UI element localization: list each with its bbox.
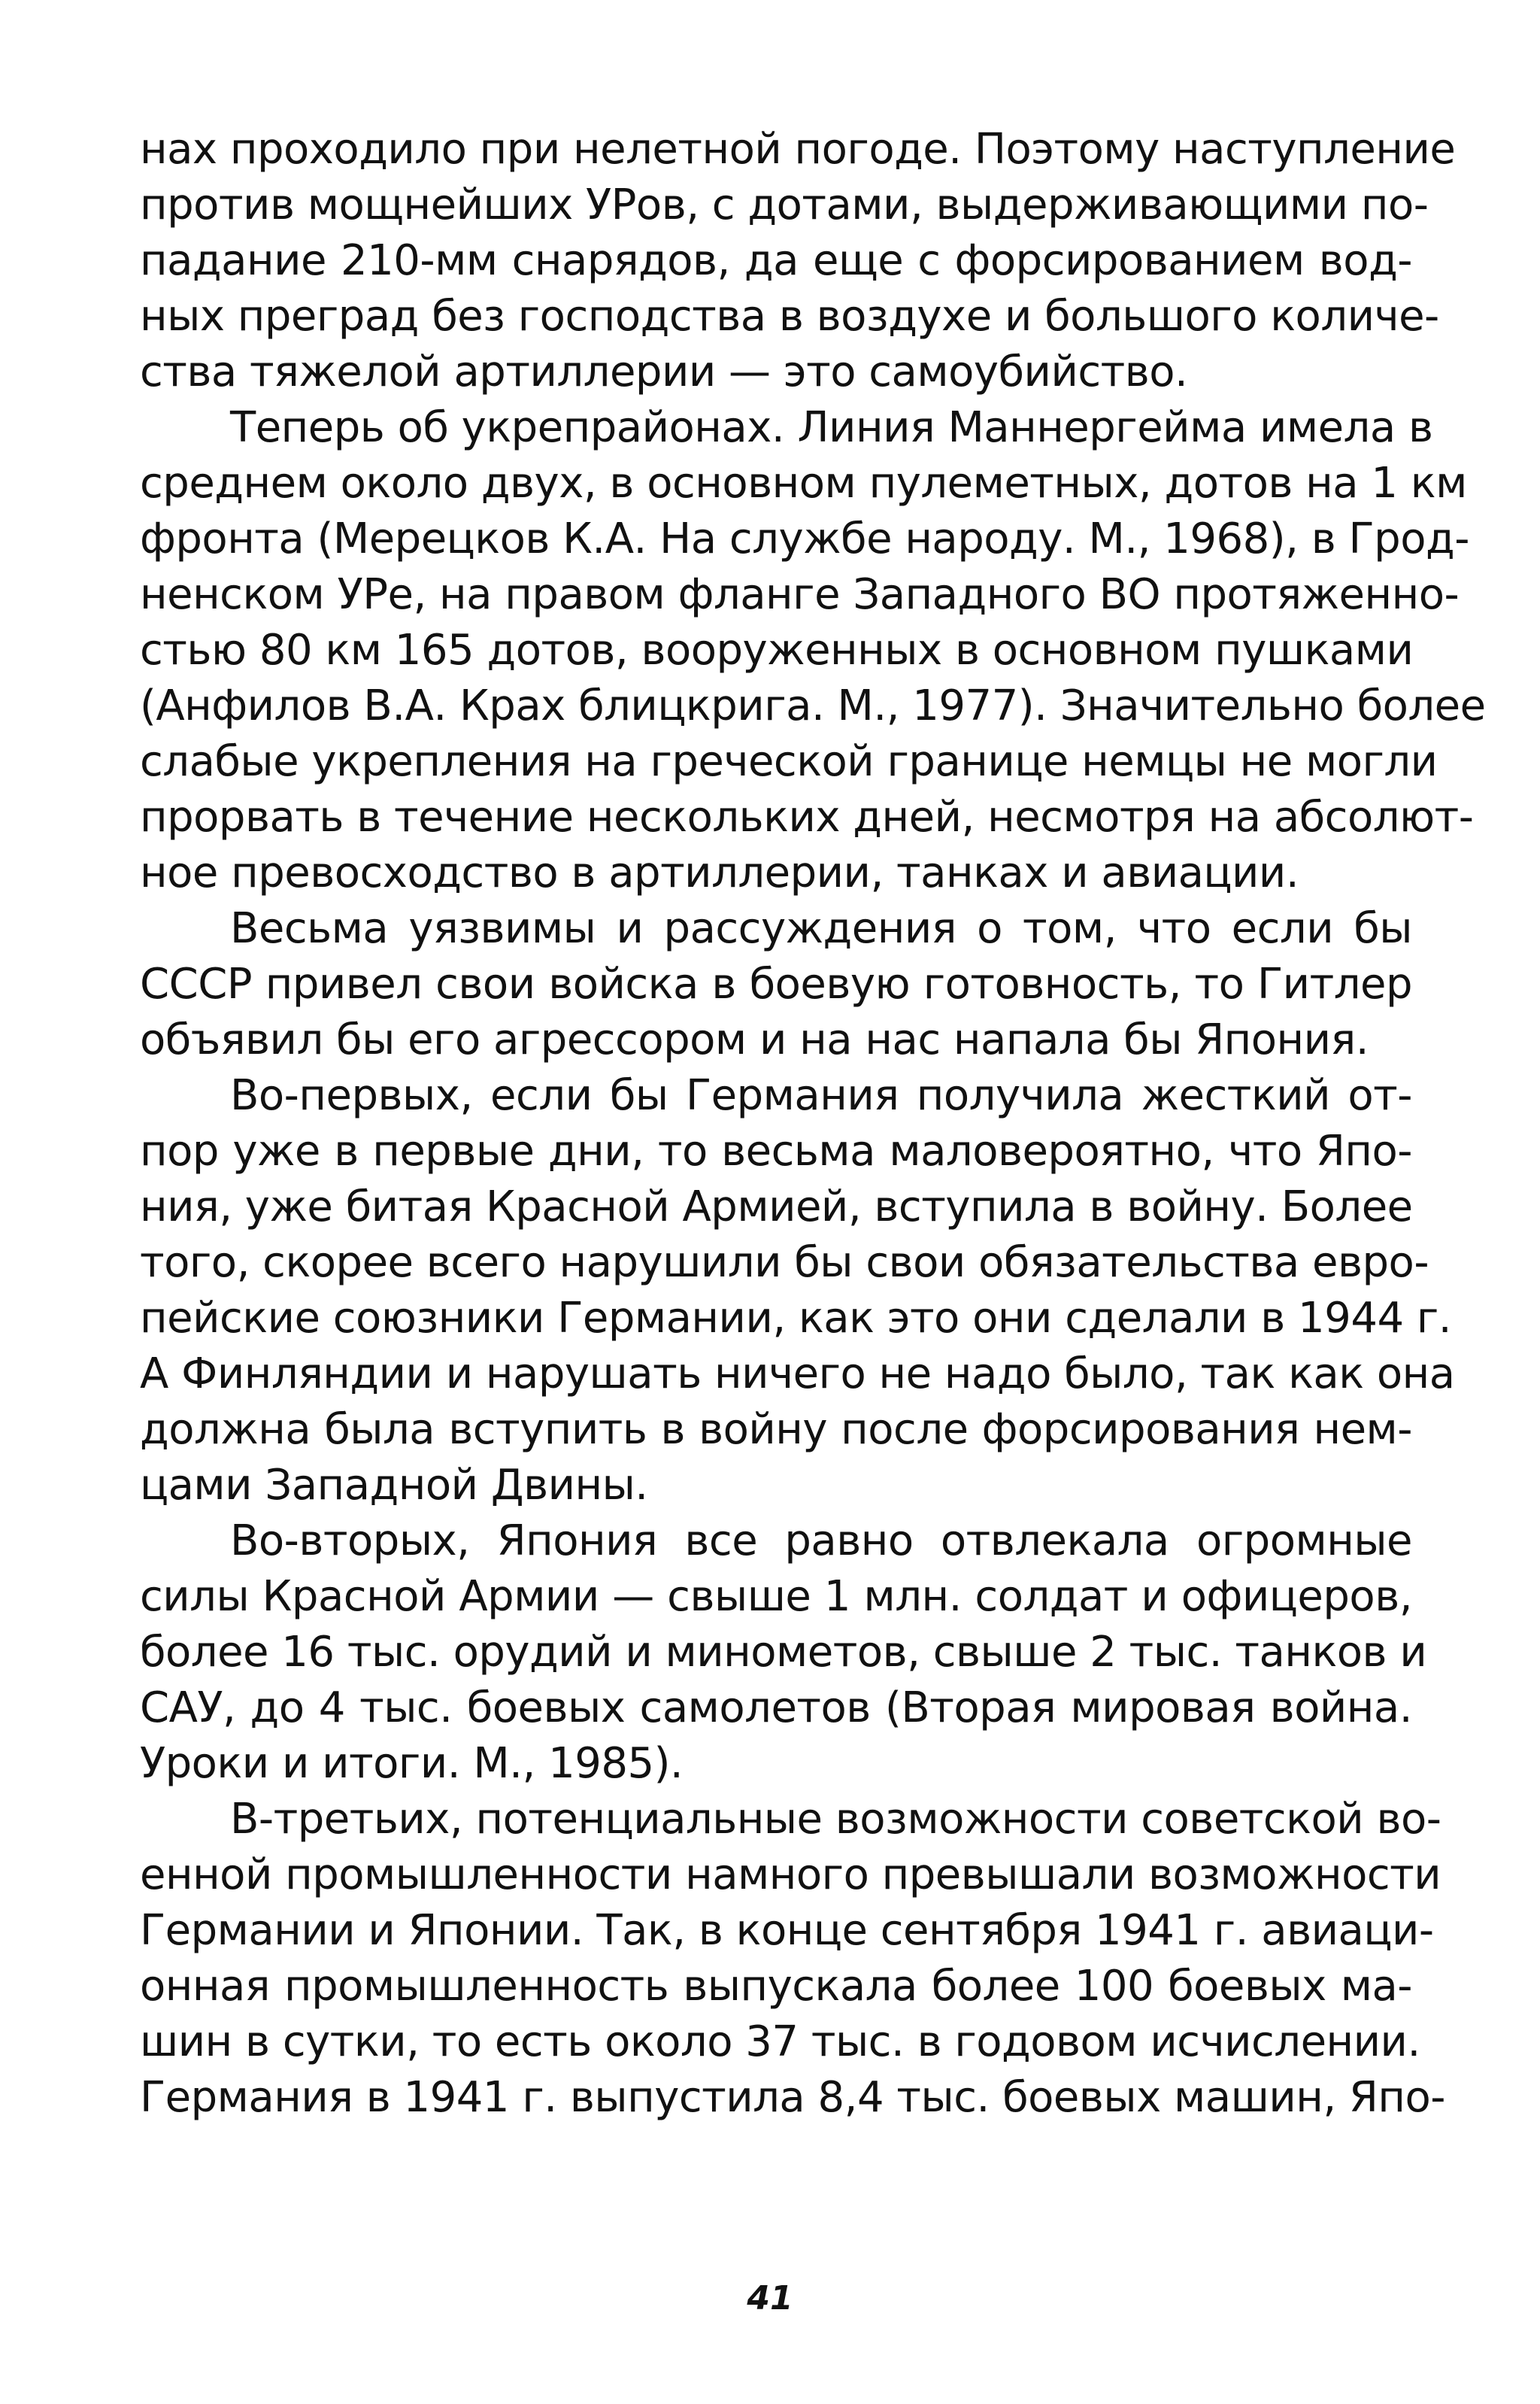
text-line: Германия в 1941 г. выпустила 8,4 тыс. боевых машин, Япо- xyxy=(140,2073,1445,2122)
text-line: шин в сутки, то есть около 37 тыс. в годовом исчислении. xyxy=(140,2017,1420,2066)
text-line: ное превосходство в артиллерии, танках и авиации. xyxy=(140,848,1299,897)
text-line: падание 210-мм снарядов, да еще с форсированием вод- xyxy=(140,236,1412,285)
text-line: онная промышленность выпускала более 100 боевых ма- xyxy=(140,1962,1412,2011)
text-line: Во-вторых, Япония все равно отвлекала огромные xyxy=(230,1516,1412,1565)
text-line: прорвать в течение нескольких дней, несмотря на абсолют- xyxy=(140,793,1474,842)
text-line: Во-первых, если бы Германия получила жесткий от- xyxy=(230,1071,1412,1120)
text-line: Весьма уязвимы и рассуждения о том, что если бы xyxy=(230,904,1412,953)
text-line: стью 80 км 165 дотов, вооруженных в основном пушками xyxy=(140,626,1414,675)
text-line: объявил бы его агрессором и на нас напала бы Япония. xyxy=(140,1015,1369,1064)
text-line: против мощнейших УРов, с дотами, выдерживающими по- xyxy=(140,181,1429,229)
text-line: Уроки и итоги. М., 1985). xyxy=(140,1739,684,1788)
text-line: среднем около двух, в основном пулеметных, дотов на 1 км xyxy=(140,459,1467,508)
text-line: САУ, до 4 тыс. боевых самолетов (Вторая мировая война. xyxy=(140,1683,1412,1732)
text-line: В-третьих, потенциальные возможности советской во- xyxy=(230,1795,1441,1844)
text-line: фронта (Мерецков К.А. На службе народу. М., 1968), в Грод- xyxy=(140,514,1469,563)
text-line: силы Красной Армии — свыше 1 млн. солдат и офицеров, xyxy=(140,1572,1412,1621)
text-line: ства тяжелой артиллерии — это самоубийство. xyxy=(140,348,1188,396)
text-line: ненском УРе, на правом фланге Западного ВО протяженно- xyxy=(140,570,1460,619)
text-line: СССР привел свои войска в боевую готовность, то Гитлер xyxy=(140,960,1412,1009)
text-line: того, скорее всего нарушили бы свои обязательства евро- xyxy=(140,1238,1429,1287)
text-line: слабые укрепления на греческой границе немцы не могли xyxy=(140,737,1438,786)
text-line: А Финляндии и нарушать ничего не надо было, так как она xyxy=(140,1349,1455,1398)
text-line: пейские союзники Германии, как это они сделали в 1944 г. xyxy=(140,1294,1452,1343)
text-line: более 16 тыс. орудий и минометов, свыше 2 тыс. танков и xyxy=(140,1628,1427,1677)
text-line: пор уже в первые дни, то весьма маловероятно, что Япо- xyxy=(140,1127,1412,1176)
page-number: 41 xyxy=(747,2279,793,2317)
text-line: Теперь об укрепрайонах. Линия Маннергейма имела в xyxy=(230,403,1433,452)
text-line: ния, уже битая Красной Армией, вступила в войну. Более xyxy=(140,1182,1413,1231)
text-line: должна была вступить в войну после форсирования нем- xyxy=(140,1405,1412,1454)
text-line: Германии и Японии. Так, в конце сентября 1941 г. авиаци- xyxy=(140,1906,1434,1955)
page-text-body xyxy=(140,122,1486,2126)
text-line: (Анфилов В.А. Крах блицкрига. М., 1977). Значительно более xyxy=(140,681,1486,730)
text-line: ных преград без господства в воздухе и большого количе- xyxy=(140,292,1439,341)
text-line: нах проходило при нелетной погоде. Поэтому наступление xyxy=(140,125,1456,174)
text-line: цами Западной Двины. xyxy=(140,1461,648,1510)
text-line: енной промышленности намного превышали возможности xyxy=(140,1850,1441,1899)
